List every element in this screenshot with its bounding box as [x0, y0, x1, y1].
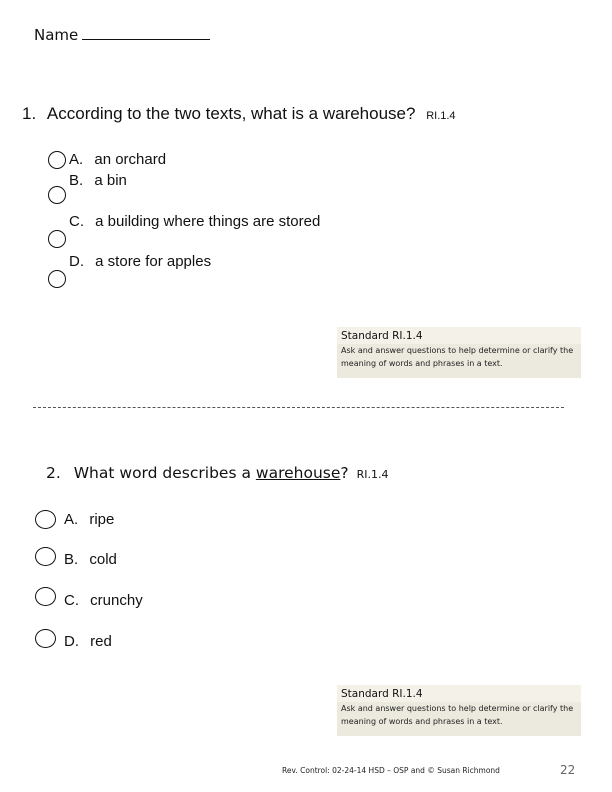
q1-option-b-letter: B.	[69, 172, 84, 189]
q1-option-d-letter: D.	[69, 253, 84, 270]
name-field-label	[34, 26, 210, 44]
q2-option-b-text: cold	[89, 551, 117, 568]
question-2-underlined-word: warehouse	[255, 464, 341, 482]
q2-option-b-letter: B.	[64, 551, 79, 568]
q1-standard-box	[337, 327, 581, 378]
question-1-prompt	[22, 104, 456, 124]
q1-answer-bubble-d[interactable]	[48, 270, 66, 288]
q1-answer-bubble-b[interactable]	[48, 186, 66, 204]
q2-option-d-text: red	[90, 633, 112, 650]
question-1-number: 1.	[22, 104, 37, 123]
q2-option-d	[64, 633, 112, 650]
q2-answer-bubble-b[interactable]	[35, 547, 56, 566]
q2-answer-bubble-c[interactable]	[35, 587, 56, 606]
q2-option-c-letter: C.	[64, 592, 79, 609]
q2-standard-box	[337, 685, 581, 736]
q1-option-c	[69, 213, 320, 230]
name-label-text: Name	[34, 26, 79, 44]
section-divider	[33, 407, 564, 408]
q2-standard-description: Ask and answer questions to help determine or clarify the meaning of words and phrases in a text.	[341, 704, 574, 726]
q1-standard-heading: Standard RI.1.4	[341, 330, 423, 342]
q1-option-b	[69, 172, 127, 189]
q1-answer-bubble-c[interactable]	[48, 230, 66, 248]
q2-answer-bubble-a[interactable]	[35, 510, 56, 529]
q2-option-c-text: crunchy	[90, 592, 143, 609]
question-2-standard-tag: RI.1.4	[356, 468, 389, 481]
q2-option-a-letter: A.	[64, 511, 79, 528]
q1-standard-description: Ask and answer questions to help determine or clarify the meaning of words and phrases in a text.	[341, 346, 574, 368]
q1-option-a-letter: A.	[69, 151, 84, 168]
q2-standard-heading: Standard RI.1.4	[341, 688, 423, 700]
q1-option-a-text: an orchard	[94, 151, 167, 168]
q1-option-a	[69, 151, 166, 168]
q2-answer-bubble-d[interactable]	[35, 629, 56, 648]
q2-option-d-letter: D.	[64, 633, 79, 650]
q1-option-d-text: a store for apples	[95, 253, 212, 270]
q1-option-b-text: a bin	[94, 172, 127, 189]
question-2-prompt	[46, 464, 388, 482]
question-2-number: 2.	[46, 464, 61, 482]
q1-answer-bubble-a[interactable]	[48, 151, 66, 169]
q1-option-c-letter: C.	[69, 213, 84, 230]
page-number: 22	[560, 763, 576, 777]
q2-option-c	[64, 592, 143, 609]
q2-option-a-text: ripe	[89, 511, 115, 528]
question-2-text-before: What word describes a	[73, 464, 251, 482]
name-blank-line[interactable]	[82, 27, 210, 40]
q1-option-c-text: a building where things are stored	[95, 213, 321, 230]
question-2-text-after: ?	[340, 464, 349, 482]
question-1-standard-tag: RI.1.4	[426, 110, 456, 122]
q2-option-a	[64, 511, 114, 528]
q1-option-d	[69, 253, 211, 270]
question-1-text: According to the two texts, what is a warehouse?	[46, 104, 416, 123]
footer-revision-control: Rev. Control: 02-24-14 HSD – OSP and © Susan Richmond	[282, 766, 500, 775]
q2-option-b	[64, 551, 117, 568]
